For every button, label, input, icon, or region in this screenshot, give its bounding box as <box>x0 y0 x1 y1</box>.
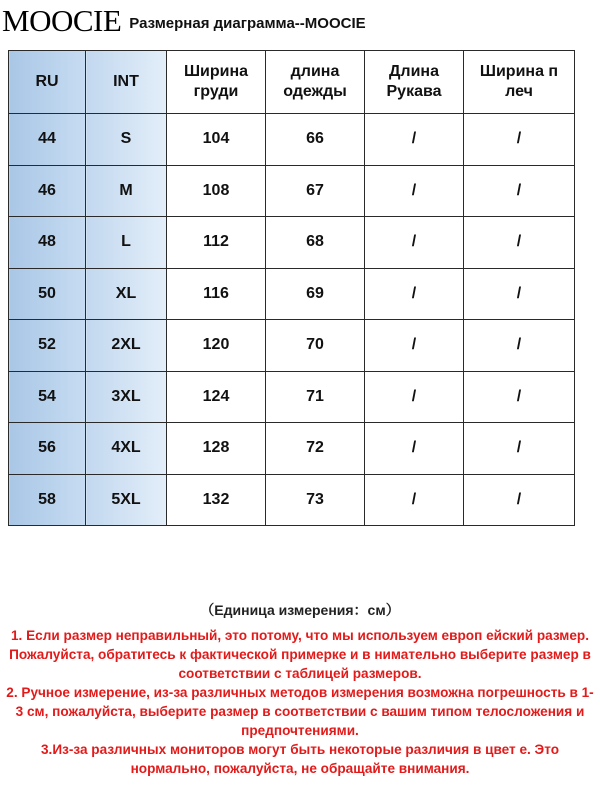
cell-garment-length: 68 <box>266 217 365 269</box>
cell-int: L <box>86 217 167 269</box>
cell-shoulder-width: / <box>464 474 575 526</box>
column-header-sleeve-length: Длина Рукава <box>365 51 464 114</box>
cell-int: 5XL <box>86 474 167 526</box>
cell-garment-length: 71 <box>266 371 365 423</box>
cell-ru: 50 <box>9 268 86 320</box>
cell-int: S <box>86 114 167 166</box>
column-header-int: INT <box>86 51 167 114</box>
cell-int: M <box>86 165 167 217</box>
table-row <box>9 268 575 320</box>
cell-ru: 48 <box>9 217 86 269</box>
column-header-ru: RU <box>9 51 86 114</box>
header <box>0 0 600 44</box>
cell-chest-width: 120 <box>167 320 266 372</box>
column-header-chest-width: Ширина груди <box>167 51 266 114</box>
cell-int: XL <box>86 268 167 320</box>
cell-garment-length: 67 <box>266 165 365 217</box>
cell-ru: 54 <box>9 371 86 423</box>
note-3: 3.Из-за различных мониторов могут быть некоторые различия в цвет е. Это нормально, пожалуйста, не обращайте внимания. <box>40 742 560 776</box>
cell-chest-width: 124 <box>167 371 266 423</box>
cell-sleeve-length: / <box>365 423 464 475</box>
cell-sleeve-length: / <box>365 474 464 526</box>
cell-ru: 56 <box>9 423 86 475</box>
table-row <box>9 371 575 423</box>
table-row <box>9 114 575 166</box>
cell-chest-width: 104 <box>167 114 266 166</box>
column-header-shoulder-width: Ширина п леч <box>464 51 575 114</box>
cell-shoulder-width: / <box>464 114 575 166</box>
cell-garment-length: 69 <box>266 268 365 320</box>
cell-garment-length: 73 <box>266 474 365 526</box>
cell-int: 4XL <box>86 423 167 475</box>
cell-sleeve-length: / <box>365 320 464 372</box>
cell-chest-width: 128 <box>167 423 266 475</box>
cell-shoulder-width: / <box>464 320 575 372</box>
cell-shoulder-width: / <box>464 268 575 320</box>
cell-sleeve-length: / <box>365 268 464 320</box>
cell-ru: 44 <box>9 114 86 166</box>
table-row <box>9 320 575 372</box>
column-header-garment-length: длина одежды <box>266 51 365 114</box>
note-1: 1. Если размер неправильный, это потому, что мы используем европ ейский размер. Пожалуйста, обратитесь к фактической примерке и в нимательно выберите размер в соответствии с таблицей размеров. <box>9 628 591 681</box>
cell-ru: 46 <box>9 165 86 217</box>
table-header-row <box>9 51 575 114</box>
table-row <box>9 423 575 475</box>
cell-shoulder-width: / <box>464 423 575 475</box>
note-2: 2. Ручное измерение, из-за различных методов измерения возможна погрешность в 1-3 см, пожалуйста, выберите размер в соответствии с вашим типом телосложения и предпочтениями. <box>6 685 594 738</box>
cell-garment-length: 72 <box>266 423 365 475</box>
brand-logo: MOOCIE <box>2 3 122 38</box>
cell-garment-length: 66 <box>266 114 365 166</box>
cell-chest-width: 108 <box>167 165 266 217</box>
cell-sleeve-length: / <box>365 371 464 423</box>
cell-chest-width: 132 <box>167 474 266 526</box>
size-chart-table <box>8 50 575 526</box>
notes-section <box>0 600 600 778</box>
cell-sleeve-length: / <box>365 114 464 166</box>
page-title: Размерная диаграмма--MOOCIE <box>129 15 366 32</box>
cell-shoulder-width: / <box>464 165 575 217</box>
cell-garment-length: 70 <box>266 320 365 372</box>
cell-sleeve-length: / <box>365 217 464 269</box>
cell-int: 3XL <box>86 371 167 423</box>
cell-ru: 58 <box>9 474 86 526</box>
cell-sleeve-length: / <box>365 165 464 217</box>
cell-chest-width: 116 <box>167 268 266 320</box>
cell-chest-width: 112 <box>167 217 266 269</box>
cell-int: 2XL <box>86 320 167 372</box>
cell-shoulder-width: / <box>464 217 575 269</box>
table-row <box>9 217 575 269</box>
cell-shoulder-width: / <box>464 371 575 423</box>
table-row <box>9 165 575 217</box>
table-row <box>9 474 575 526</box>
unit-note: （Единица измерения：см） <box>200 602 400 618</box>
cell-ru: 52 <box>9 320 86 372</box>
